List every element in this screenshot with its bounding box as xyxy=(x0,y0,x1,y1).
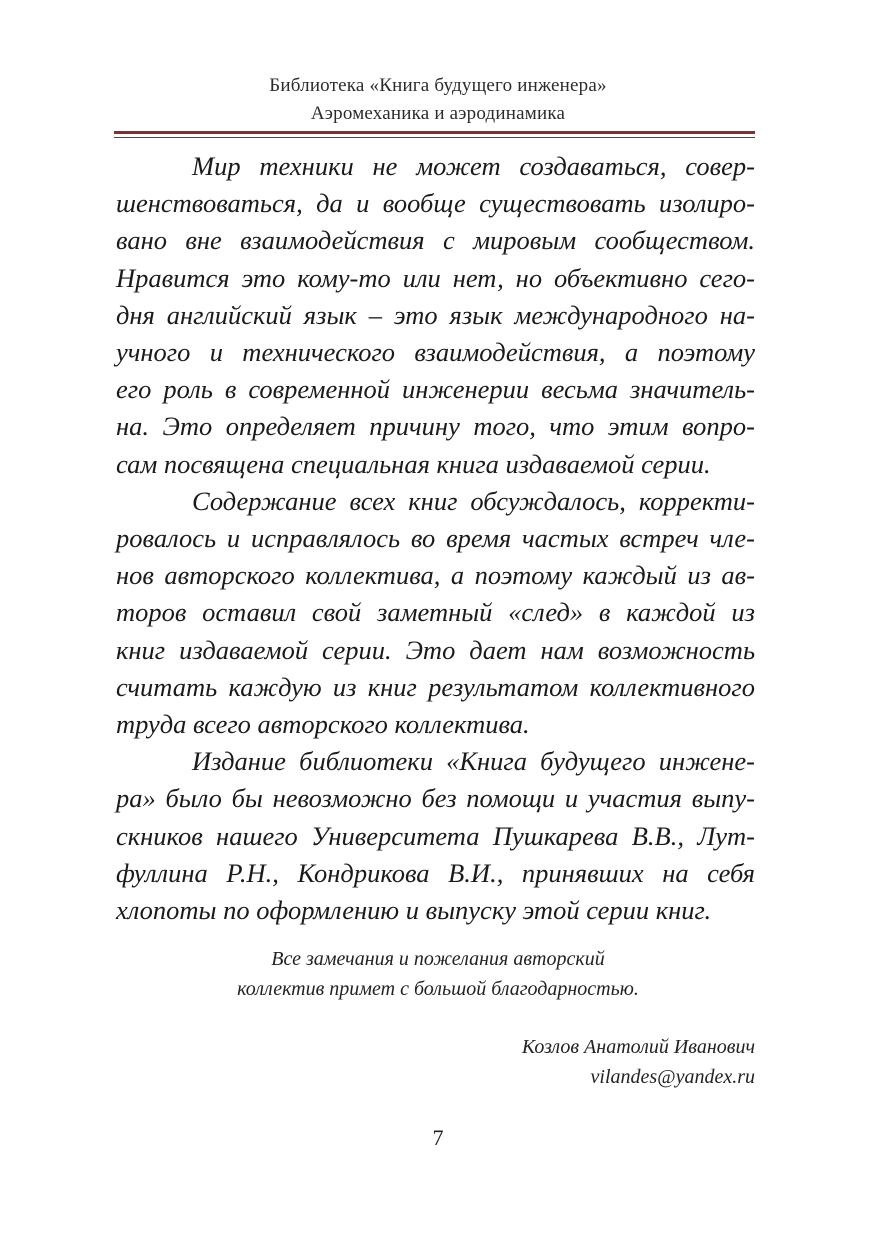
paragraph-3 xyxy=(116,743,755,929)
text-line: Мир техники не может создаваться, совер- xyxy=(192,151,755,181)
text-line: нов авторского коллектива, а поэтому каждый из ав- xyxy=(116,560,755,591)
text-line: считать каждую из книг результатом коллективного xyxy=(116,671,755,702)
paragraph-2 xyxy=(116,483,755,743)
paragraph-1 xyxy=(116,148,755,483)
text-line: ра» было бы невозможно без помощи и участия выпу- xyxy=(116,783,755,814)
header-rule-thick xyxy=(114,131,755,134)
text-line: труда всего авторского коллектива. xyxy=(116,709,530,740)
running-header xyxy=(0,72,876,128)
text-line: шенствоваться, да и вообще существовать изолиро- xyxy=(116,188,755,219)
closing-note-line-2: коллектив примет с большой благодарностью. xyxy=(237,978,639,1000)
text-line: торов оставил свой заметный «след» в каждой из xyxy=(116,597,755,628)
text-line: на. Это определяет причину того, что этим вопро- xyxy=(116,411,755,442)
text-line: Нравится это кому-то или нет, но объективно сего- xyxy=(116,262,755,293)
author-name: Козлов Анатолий Иванович xyxy=(521,1036,755,1058)
text-line: учного и технического взаимодействия, а поэтому xyxy=(116,337,755,368)
closing-note-line-1: Все замечания и пожелания авторский xyxy=(271,948,605,970)
text-line: Издание библиотеки «Книга будущего инжене- xyxy=(192,746,755,777)
text-line: хлопоты по оформлению и выпуску этой серии книг. xyxy=(116,895,712,926)
signature xyxy=(522,1032,755,1092)
header-rule-thin xyxy=(114,137,755,138)
text-line: книг издаваемой серии. Это дает нам возможность xyxy=(116,634,755,665)
text-line: вано вне взаимодействия с мировым сообществом. xyxy=(116,225,755,256)
text-line: Содержание всех книг обсуждалось, корректи- xyxy=(192,485,755,516)
series-title: Библиотека «Книга будущего инженера» xyxy=(269,75,607,96)
book-title: Аэромеханика и аэродинамика xyxy=(310,103,566,124)
body-text xyxy=(116,148,755,929)
author-email: vilandes@yandex.ru xyxy=(590,1066,755,1088)
text-line: его роль в современной инженерии весьма значитель- xyxy=(116,374,755,405)
closing-note xyxy=(0,944,876,1004)
text-line: ровалось и исправлялось во время частых встреч чле- xyxy=(116,523,755,554)
text-line: дня английский язык – это язык международного на- xyxy=(116,299,755,330)
text-line: сам посвящена специальная книга издаваемой серии. xyxy=(116,448,711,479)
page-number: 7 xyxy=(432,1125,444,1150)
text-line: скников нашего Университета Пушкарева В.В., Лут- xyxy=(116,820,755,851)
text-line: фуллина Р.Н., Кондрикова В.И., принявших на себя xyxy=(116,857,755,888)
